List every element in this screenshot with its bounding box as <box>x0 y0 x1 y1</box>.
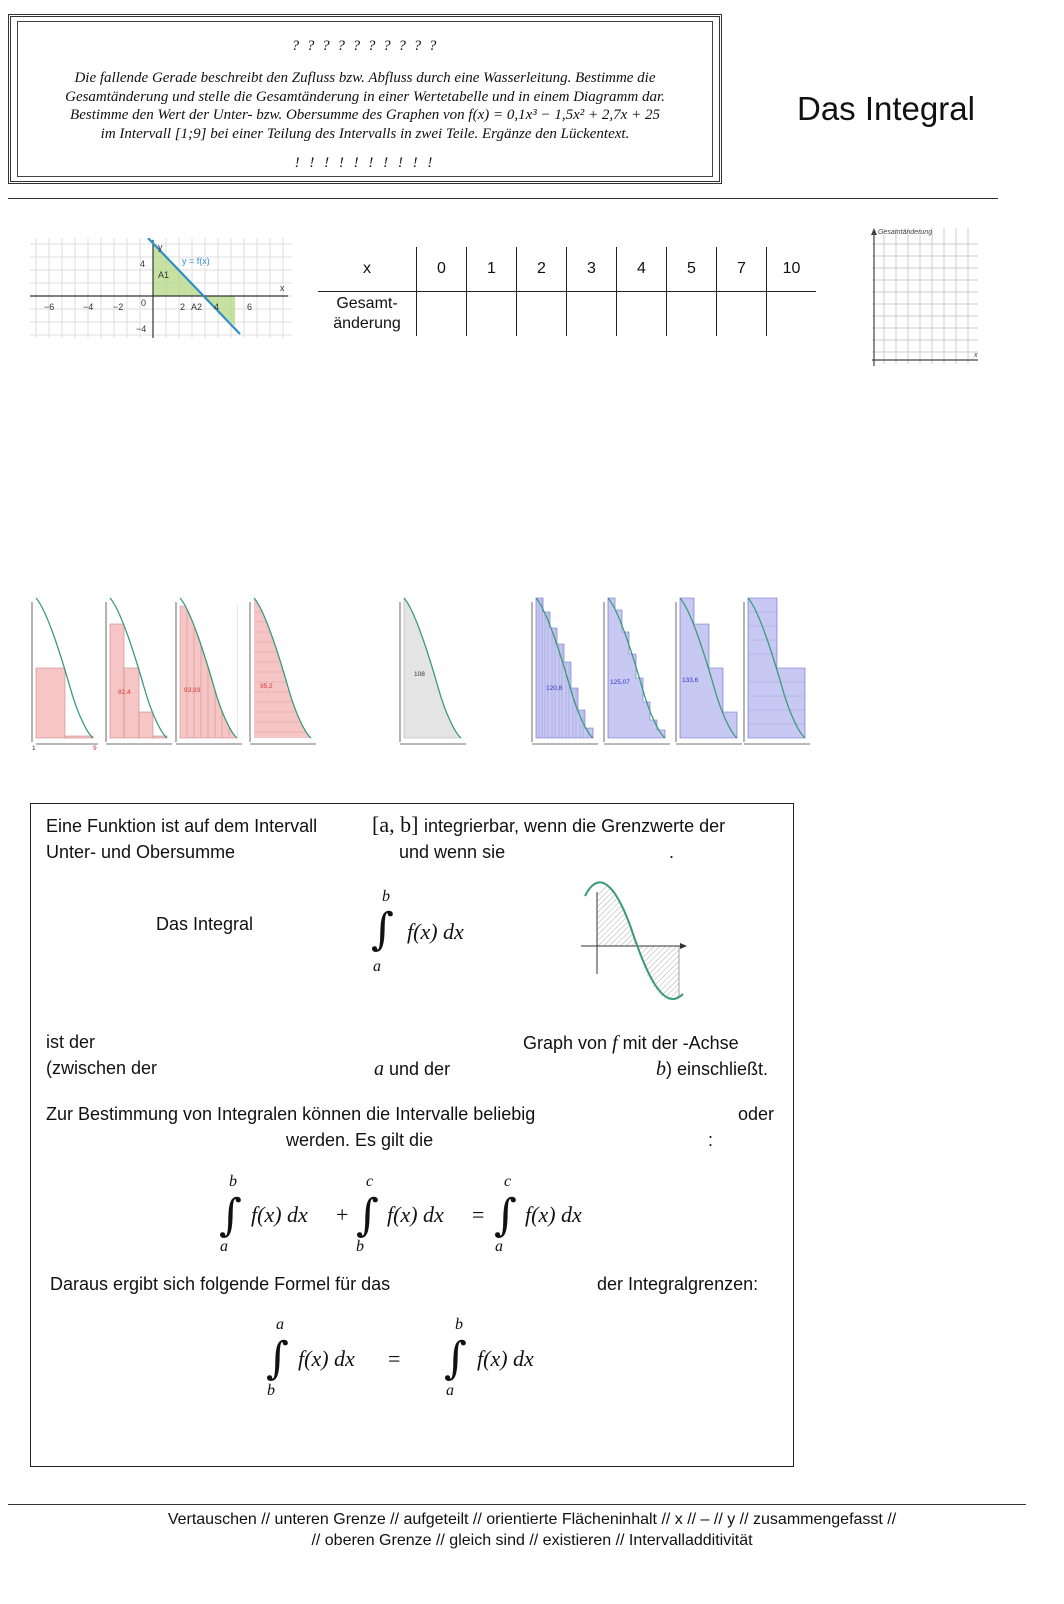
x-tick: −4 <box>83 302 94 312</box>
area-label-a1: A1 <box>158 270 170 280</box>
task-box <box>8 14 722 184</box>
y-tick: 4 <box>140 259 146 269</box>
lower-sum-n4 <box>106 598 172 744</box>
theory-p3-a: Zur Bestimmung von Integralen können die Intervalle beliebig <box>46 1104 536 1124</box>
upper-sum-fine <box>532 598 598 744</box>
word-bank-line-1: Vertauschen // unteren Grenze // aufgeteilt // orientierte Flächeninhalt // x // – // y // zusammengefasst // <box>167 1511 897 1528</box>
riemann-sums <box>20 592 810 757</box>
swap-equals: = <box>388 1346 401 1371</box>
table-x-cell: 10 <box>767 247 817 292</box>
theory-p1-a: Eine Funktion ist auf dem Intervall <box>46 816 318 836</box>
task-line-3: Bestimme den Wert der Unter- bzw. Obersumme des Graphen von f(x) = 0,1x³ − 1,5x² + 2,7x + 25 <box>70 107 660 123</box>
und-der-text: und der <box>389 1059 451 1079</box>
integral-sign: ∫ <box>371 904 394 955</box>
theory-p4-a: Daraus ergibt sich folgende Formel für das <box>50 1274 391 1294</box>
lower-sum-value: 95,2 <box>260 683 273 690</box>
theory-einschliesst <box>656 1058 768 1081</box>
lower-sum-n8 <box>176 592 242 744</box>
lim-a2: a <box>495 1238 503 1255</box>
title-divider <box>8 198 998 199</box>
riemann-sums-svg <box>20 592 810 752</box>
y-axis-label: y <box>158 242 163 252</box>
task-text <box>36 69 694 143</box>
table-input-cell[interactable] <box>417 292 467 337</box>
lim-c1: c <box>366 1173 374 1190</box>
x-tick: −6 <box>44 302 55 312</box>
exact-value: 108 <box>414 671 425 678</box>
table-x-cell: 4 <box>617 247 667 292</box>
theory-p1-b: integrierbar, wenn die Grenzwerte der <box>424 816 726 836</box>
x-tick: 4 <box>214 302 220 312</box>
table-x-cell: 2 <box>517 247 567 292</box>
lim-b-top: b <box>455 1316 463 1333</box>
table-input-cell[interactable] <box>667 292 717 337</box>
graph-von-post: mit der -Achse <box>622 1033 739 1053</box>
axis-end-label: 9 <box>93 745 97 752</box>
das-integral-label: Das Integral <box>156 914 254 934</box>
exact-integral <box>400 598 466 744</box>
lower-sum-value: 82,4 <box>118 689 131 696</box>
table-input-cell[interactable] <box>767 292 817 337</box>
integral-expr: f(x) dx <box>407 919 464 944</box>
lim-b-bottom: b <box>267 1382 275 1399</box>
x-tick: 0 <box>141 298 147 308</box>
task-header-marks: ? ? ? ? ? ? ? ? ? ? <box>291 38 439 54</box>
integral-upper-limit: b <box>382 888 390 905</box>
plus-sign: + <box>336 1202 349 1227</box>
table-x-cell: 7 <box>717 247 767 292</box>
theory-p1-e: . <box>669 842 675 862</box>
swap-term-1: f(x) dx <box>298 1346 355 1371</box>
integral-sign: ∫ <box>444 1333 467 1384</box>
table-input-cell[interactable] <box>717 292 767 337</box>
table-input-cell[interactable] <box>467 292 517 337</box>
table-header-gesamt <box>318 292 417 337</box>
upper-sum-n2 <box>744 598 810 744</box>
upper-sum-value: 125,07 <box>610 679 630 686</box>
upper-sum-n8 <box>604 598 670 744</box>
task-line-2: Gesamtänderung und stelle die Gesamtänderung in einer Wertetabelle und in einem Diagramm dar. <box>65 88 665 105</box>
theory-p3-c: werden. Es gilt die <box>286 1130 434 1150</box>
x-tick: −2 <box>113 302 124 312</box>
lim-a-top: a <box>276 1316 284 1333</box>
theory-ist-der: ist der <box>46 1032 96 1052</box>
word-bank-line-2: // oberen Grenze // gleich sind // existieren // Intervalladditivität <box>311 1532 753 1549</box>
upper-sum-n4 <box>676 598 742 744</box>
table-x-cell: 5 <box>667 247 717 292</box>
task-footer-marks: ! ! ! ! ! ! ! ! ! ! <box>294 155 436 171</box>
lim-b1: b <box>229 1173 237 1190</box>
theory-p4-b: der Integralgrenzen: <box>597 1274 759 1294</box>
upper-sum-value: 133,6 <box>682 677 699 684</box>
var-a: a <box>374 1058 384 1080</box>
word-bank <box>0 1509 1064 1551</box>
lim-b2: b <box>356 1238 364 1255</box>
task-line-1: Die fallende Gerade beschreibt den Zufluss bzw. Abfluss durch eine Wasserleitung. Bestimme die <box>74 70 656 86</box>
gesamtaenderung-diagram <box>866 226 982 373</box>
oriented-area-sketch <box>579 874 694 1019</box>
formula-term-3: f(x) dx <box>525 1202 582 1227</box>
task-line-4: im Intervall [1;9] bei einer Teilung des Intervalls in zwei Teile. Ergänze den Lückentext. <box>100 125 630 142</box>
integral-sign: ∫ <box>266 1333 289 1384</box>
page-title: Das Integral <box>797 90 975 127</box>
table-header-gesamt-1: Gesamt- <box>336 295 398 312</box>
table-input-cell[interactable] <box>567 292 617 337</box>
table-header-gesamt-2: änderung <box>333 315 401 332</box>
x-tick: 6 <box>247 302 253 312</box>
theory-interval: [a, b] <box>372 812 419 837</box>
integral-sign: ∫ <box>219 1190 242 1241</box>
diagram-x-label: x <box>974 352 978 359</box>
value-table <box>318 247 816 336</box>
x-axis-label: x <box>280 283 285 293</box>
table-x-cell: 1 <box>467 247 517 292</box>
theory-graph-von <box>523 1032 739 1055</box>
lim-c2: c <box>504 1173 512 1190</box>
einschliesst-text: ) einschließt. <box>666 1059 769 1079</box>
theory-p1-c: Unter- und Obersumme <box>46 842 236 862</box>
lim-a1: a <box>220 1238 228 1255</box>
theory-zwischen: (zwischen der <box>46 1058 158 1078</box>
equals-sign: = <box>472 1202 485 1227</box>
func-label: y = f(x) <box>182 256 210 266</box>
wordbank-divider <box>8 1504 1026 1505</box>
theory-p3-d: : <box>708 1130 714 1150</box>
theory-box <box>30 803 794 1467</box>
area-label-a2: A2 <box>191 302 203 312</box>
lower-sum-fine <box>250 592 316 744</box>
var-b: b <box>656 1058 666 1080</box>
formula-term-2: f(x) dx <box>387 1202 444 1227</box>
formula-term-1: f(x) dx <box>251 1202 308 1227</box>
theory-p1-d: und wenn sie <box>399 842 506 862</box>
table-input-cell[interactable] <box>517 292 567 337</box>
graph-von-f: f <box>612 1032 618 1054</box>
lower-sum-value: 93,93 <box>184 687 201 694</box>
integral-sign: ∫ <box>494 1190 517 1241</box>
swap-term-2: f(x) dx <box>477 1346 534 1371</box>
table-header-x: x <box>318 247 417 292</box>
integral-sign: ∫ <box>356 1190 379 1241</box>
table-x-cell: 0 <box>417 247 467 292</box>
integral-lower-limit: a <box>373 958 381 975</box>
axis-start-label: 1 <box>32 745 36 752</box>
x-tick: 2 <box>180 302 186 312</box>
y-tick: −4 <box>136 324 147 334</box>
diagram-y-label: Gesamtänderung <box>878 229 933 236</box>
table-x-cell: 3 <box>567 247 617 292</box>
table-input-cell[interactable] <box>617 292 667 337</box>
upper-sum-value: 120,8 <box>546 685 563 692</box>
theory-a-und-der <box>374 1058 450 1081</box>
graph-von-text: Graph von <box>523 1033 608 1053</box>
task-box-inner <box>17 21 713 177</box>
theory-p3-b: oder <box>738 1104 775 1124</box>
lim-a-bottom: a <box>446 1382 454 1399</box>
lower-sum-n2 <box>32 598 98 752</box>
flow-graph <box>30 238 292 343</box>
